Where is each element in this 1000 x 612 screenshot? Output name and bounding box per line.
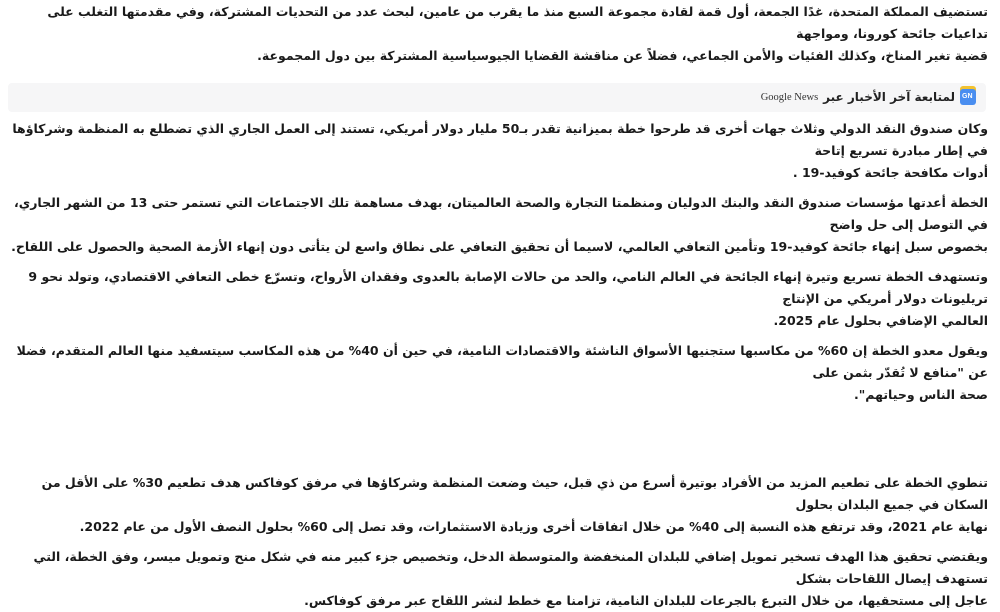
paragraph-line: العالمي الإضافي بحلول عام 2025. [773, 313, 988, 328]
paragraph [8, 340, 988, 406]
paragraph-line: تنطوي الخطة على تطعيم المزيد من الأفراد بوتيرة أسرع من ذي قبل، حيث وضعت المنظمة وشركاؤها في مرفق كوفاكس هدف تطعيم 30% على الأقل من السكان في جميع البلدان بحلول [41, 475, 988, 512]
paragraph-line: وكان صندوق النقد الدولي وثلاث جهات أخرى قد طرحوا خطة بميزانية تقدر بـ50 مليار دولار أمريكي، تستند إلى العمل الجاري الذي تضطلع به المنظمة وشركاؤها في إطار مبادرة تسريع إتاحة [12, 121, 988, 158]
paragraph-line: صحة الناس وحياتهم". [854, 387, 988, 402]
google-news-icon [960, 89, 976, 105]
paragraph [8, 546, 988, 612]
intro-line: قضية تغير المناخ، وكذلك الفئيات والأمن الجماعي، فضلاً عن مناقشة القضايا الجيوسياسية المشتركة بين دول المجموعة. [257, 48, 988, 63]
intro-line: تستضيف المملكة المتحدة، غدًا الجمعة، أول قمة لقادة مجموعة السبع منذ ما يقرب من عامين، لبحث عدد من التحديات المشتركة، وفي مقدمتها التغلب على تداعيات جائحة كورونا، ومواجهة [47, 4, 988, 41]
paragraph-line: الخطة أعدتها مؤسسات صندوق النقد والبنك الدوليان ومنظمتا التجارة والصحة العالميتان، بهدف مساهمة تلك الاجتماعات التي تستمر حتى 13 من الشهر الجاري، في التوصل إلى حل واضح [14, 195, 988, 232]
paragraph-line: ويقول معدو الخطة إن 60% من مكاسبها ستجنيها الأسواق الناشئة والاقتصادات النامية، في حين أن 40% من هذه المكاسب سيتسفيد منها العالم المتقدم، فضلا عن "منافع لا تُقدّر بثمن على [16, 343, 988, 380]
paragraph [8, 266, 988, 332]
google-news-follow-link[interactable] [761, 89, 976, 105]
paragraph [8, 472, 988, 538]
paragraph [8, 118, 988, 184]
paragraph [8, 192, 988, 258]
intro-paragraph [8, 1, 988, 67]
follow-text: لمتابعة آخر الأخبار عبر [823, 90, 955, 104]
paragraph-line: بخصوص سبل إنهاء جائحة كوفيد-19 وتأمين التعافي العالمي، لاسيما أن تحقيق التعافي على نطاق واسع لن يتأتى دون إنهاء الأزمة الصحية والحصول على اللقاح. [11, 239, 988, 254]
paragraph-line: أدوات مكافحة جائحة كوفيد-19 . [792, 165, 988, 180]
google-news-icon-label: GN [962, 93, 973, 100]
paragraph-line: وتستهدف الخطة تسريع وتيرة إنهاء الجائحة في العالم النامي، والحد من حالات الإصابة بالعدوى وفقدان الأرواح، وتسرّع خطى التعافي الاقتصادي، وتولد نحو 9 تريليونات دولار أمريكي من الإنتاج [28, 269, 988, 306]
google-news-follow-banner[interactable] [8, 83, 986, 112]
paragraph-line: نهاية عام 2021، وقد ترتفع هذه النسبة إلى 40% من خلال اتفاقات أخرى وزيادة الاستثمارات، وقد تصل إلى 60% بحلول النصف الأول من عام 2022. [79, 519, 988, 534]
google-news-brand: Google News [760, 91, 819, 103]
paragraph-line: عاجل إلى مستحقيها، من خلال التبرع بالجرعات للبلدان النامية، تزامنا مع خطط لنشر اللقاح عبر مرفق كوفاكس. [304, 593, 988, 608]
paragraph-line: ويقتضي تحقيق هذا الهدف تسخير تمويل إضافي للبلدان المنخفضة والمتوسطة الدخل، وتخصيص جزء كبير منه في شكل منح وتمويل ميسر، وفق الخطة، التي تستهدف إيصال اللقاحات بشكل [33, 549, 988, 586]
